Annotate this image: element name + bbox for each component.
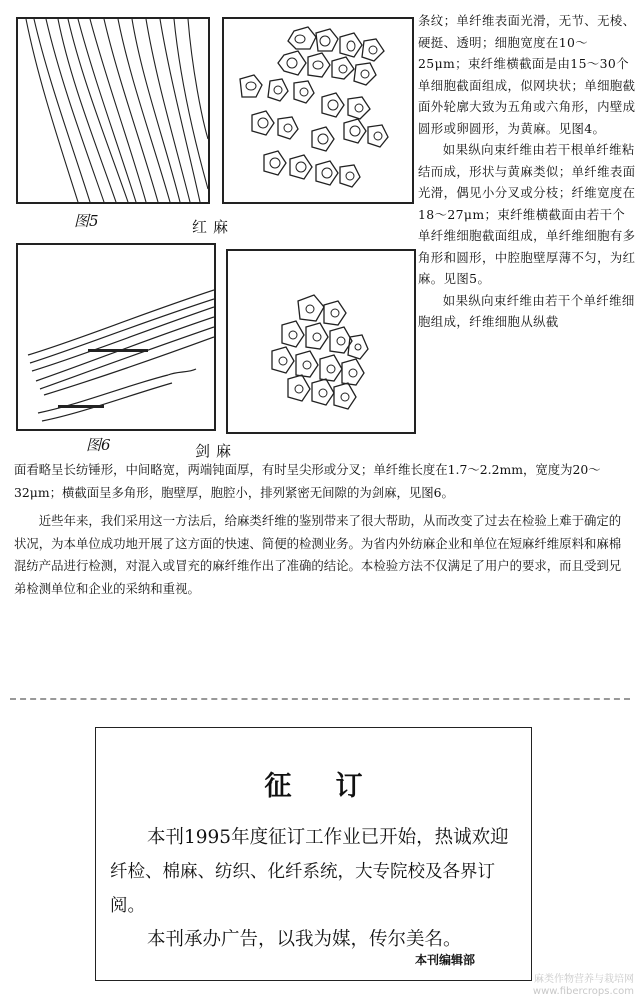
figure-6-longitudinal (16, 243, 216, 431)
paragraph-sisal-start: 如果纵向束纤维由若干个单纤维细胞组成，纤维细胞从纵截 (418, 292, 635, 329)
notice-body (110, 821, 521, 957)
figure-5-cross-section (222, 17, 414, 204)
figure-6-title: 剑麻 (195, 442, 238, 460)
paragraph-jute: 条纹；单纤维表面光滑，无节、无棱、硬挺、透明；细胞宽度在10～25μm；束纤维横截面是由15～30个单细胞截面组成，似网块状；单细胞截面外轮廓大致为五角或六角形，内壁成圆形或卵圆形，为黄麻。见图4。 (418, 13, 636, 136)
notice-signature: 本刊编辑部 (414, 953, 475, 967)
figure-5-label: 图5 (74, 212, 99, 230)
notice-line: 纤检、棉麻、纺织、化纤系统，大专院校及各界订阅。 (110, 862, 495, 916)
side-column-text (418, 10, 636, 333)
watermark-line: 麻类作物营养与栽培网 (534, 974, 634, 985)
paragraph-conclusion: 近些年来，我们采用这一方法后，给麻类纤维的鉴别带来了很大帮助，从而改变了过去在检验上难于确定的状况，为本单位成功地开展了这方面的快速、简便的检测业务。为省内外纺麻企业和单位在短麻纤维原料和麻棉混纺产品进行检测，对混入或冒充的麻纤维作出了准确的结论。本检验方法不仅满足了用户的要求，而且受到兄弟检测单位和企业的采纳和重视。 (14, 513, 622, 596)
figure-5-longitudinal (16, 17, 210, 204)
paragraph-kenaf: 如果纵向束纤维由若干根单纤维粘结而成，形状与黄麻类似；单纤维表面光滑，偶见小分叉或分枝；纤维宽度在18～27μm；束纤维横截面由若干个单纤维细胞截面组成，单纤维细胞有多角形和圆形，中腔胞壁厚薄不匀，为红麻。见图5。 (418, 142, 636, 286)
figure-5-title: 红麻 (192, 218, 235, 236)
section-divider (10, 698, 630, 700)
watermark-line: www.fibercrops.com (532, 986, 634, 997)
full-width-text (14, 459, 626, 601)
notice-line: 本刊承办广告，以我为媒，传尔美名。 (147, 929, 462, 950)
figure-6-cross-section (226, 249, 416, 434)
notice-title: 征订 (264, 771, 407, 802)
subscription-notice (95, 727, 532, 981)
figure-6-label: 图6 (86, 436, 111, 454)
paragraph-sisal-continued: 面看略呈长纺锤形，中间略宽，两端钝面厚，有时呈尖形或分叉；单纤维长度在1.7～2.2mm，宽度为20～32μm；横截面呈多角形，胞壁厚，胞腔小，排列紧密无间隙的为剑麻，见图6。 (14, 462, 601, 500)
watermark (533, 974, 634, 998)
notice-line: 本刊1995年度征订工作业已开始，热诚欢迎 (147, 827, 509, 848)
